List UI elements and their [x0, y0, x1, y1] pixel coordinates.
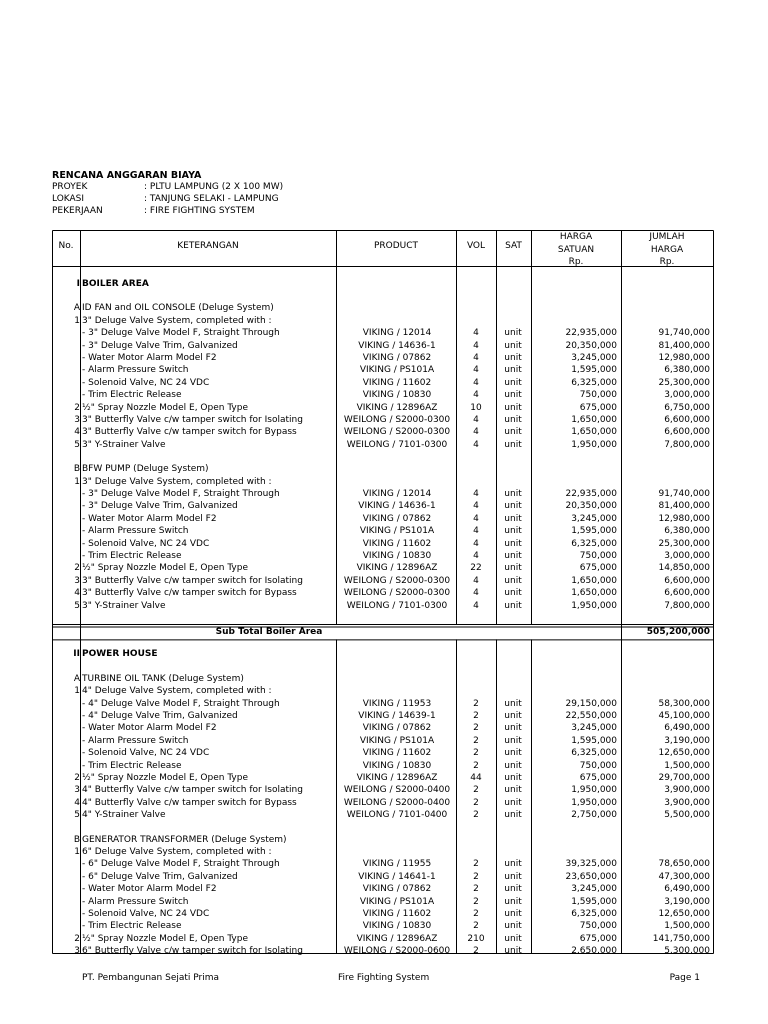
row-unit-price: 20,350,000 — [565, 501, 617, 512]
row-product: VIKING / 11602 — [362, 538, 432, 549]
row-number: 1 — [74, 686, 80, 697]
row-volume: 4 — [473, 600, 479, 611]
row-unit-price: 23,650,000 — [565, 871, 617, 882]
row-total-price: 25,300,000 — [658, 377, 710, 388]
row-unit-price: 1,650,000 — [571, 575, 617, 586]
row-total-price: 12,980,000 — [658, 513, 710, 524]
row-number: 3 — [74, 785, 80, 796]
row-unit-price: 675,000 — [579, 773, 617, 783]
row-number: 4 — [74, 588, 80, 599]
row-total-price: 6,600,000 — [664, 588, 710, 599]
row-total-price: 1,500,000 — [664, 760, 710, 771]
row-description: - Trim Electric Release — [82, 551, 182, 561]
row-unit: unit — [504, 600, 522, 611]
row-unit-price: 1,595,000 — [571, 365, 617, 376]
row-total-price: 91,740,000 — [658, 489, 710, 499]
row-unit-price: 20,350,000 — [565, 340, 617, 351]
row-product: WEILONG / S2000-0400 — [343, 785, 451, 796]
row-description: - Solenoid Valve, NC 24 VDC — [82, 909, 210, 919]
row-description: - Alarm Pressure Switch — [82, 526, 189, 537]
row-product: VIKING / 11602 — [362, 377, 432, 388]
row-description: 4" Y-Strainer Valve — [82, 810, 166, 821]
row-volume: 4 — [473, 365, 479, 376]
row-description: ID FAN and OIL CONSOLE (Deluge System) — [82, 303, 274, 314]
row-description: - Solenoid Valve, NC 24 VDC — [82, 748, 210, 759]
row-total-price: 45,100,000 — [658, 711, 710, 721]
row-unit: unit — [504, 501, 522, 512]
row-unit-price: 29,150,000 — [565, 698, 617, 709]
row-number: 1 — [74, 847, 80, 857]
row-unit: unit — [504, 859, 522, 870]
row-total-price: 6,600,000 — [664, 427, 710, 438]
subtotal-label: Sub Total Boiler Area — [215, 627, 323, 637]
header-line: HARGA — [650, 244, 684, 255]
row-unit: unit — [504, 933, 522, 944]
row-description: - Water Motor Alarm Model F2 — [82, 723, 217, 734]
meta-label: LOKASI — [52, 194, 85, 204]
row-volume: 2 — [473, 909, 479, 919]
row-description: - 4" Deluge Valve Model F, Straight Through — [82, 698, 280, 709]
row-unit: unit — [504, 921, 522, 932]
row-number: II — [73, 649, 80, 660]
row-volume: 4 — [473, 501, 479, 512]
row-number: 5 — [74, 810, 80, 821]
row-total-price: 81,400,000 — [658, 340, 710, 351]
row-product: VIKING / PS101A — [359, 735, 435, 746]
row-description: - 6" Deluge Valve Model F, Straight Through — [82, 859, 280, 870]
row-number: A — [73, 303, 80, 314]
row-volume: 2 — [473, 810, 479, 821]
row-description: - Solenoid Valve, NC 24 VDC — [82, 538, 210, 549]
row-total-price: 78,650,000 — [658, 859, 710, 870]
header-line: Rp. — [659, 257, 675, 267]
row-volume: 2 — [473, 871, 479, 882]
header-no: No. — [58, 241, 74, 251]
row-description: POWER HOUSE — [82, 649, 158, 660]
row-unit: unit — [504, 415, 522, 425]
row-unit: unit — [504, 946, 522, 957]
row-unit-price: 750,000 — [579, 921, 617, 932]
row-total-price: 3,190,000 — [664, 896, 710, 907]
row-product: VIKING / 10830 — [362, 760, 432, 771]
meta-value: : FIRE FIGHTING SYSTEM — [144, 206, 255, 216]
row-unit: unit — [504, 711, 522, 721]
row-unit-price: 6,325,000 — [571, 377, 617, 388]
row-unit: unit — [504, 551, 522, 561]
row-description: - Trim Electric Release — [82, 921, 182, 932]
row-number: 2 — [74, 933, 80, 944]
row-product: VIKING / 12896AZ — [356, 563, 438, 574]
row-unit: unit — [504, 884, 522, 895]
header-product: PRODUCT — [373, 241, 419, 251]
row-volume: 4 — [473, 588, 479, 599]
row-product: VIKING / 14639-1 — [358, 711, 436, 721]
row-unit: unit — [504, 353, 522, 363]
row-unit-price: 1,950,000 — [571, 797, 617, 808]
row-product: VIKING / 14636-1 — [358, 501, 436, 512]
row-unit-price: 1,650,000 — [571, 427, 617, 438]
row-unit-price: 3,245,000 — [571, 723, 617, 734]
row-description: 3" Butterfly Valve c/w tamper switch for Isolating — [82, 415, 303, 425]
row-total-price: 3,900,000 — [664, 785, 710, 796]
row-description: BOILER AREA — [82, 279, 149, 289]
row-unit-price: 2,650,000 — [571, 946, 617, 957]
row-product: WEILONG / S2000-0400 — [343, 797, 451, 808]
row-product: VIKING / 12014 — [362, 489, 432, 499]
row-product: WEILONG / S2000-0300 — [343, 588, 451, 599]
row-unit: unit — [504, 489, 522, 499]
row-description: 3" Butterfly Valve c/w tamper switch for Bypass — [82, 588, 297, 599]
row-total-price: 3,000,000 — [664, 551, 710, 561]
header-line: SATUAN — [557, 244, 595, 255]
row-unit: unit — [504, 340, 522, 351]
row-unit-price: 1,595,000 — [571, 526, 617, 537]
row-volume: 4 — [473, 353, 479, 363]
row-volume: 10 — [470, 402, 482, 413]
row-description: - Alarm Pressure Switch — [82, 365, 189, 376]
row-product: VIKING / 11955 — [362, 859, 432, 870]
row-unit: unit — [504, 748, 522, 759]
row-unit: unit — [504, 896, 522, 907]
row-volume: 4 — [473, 427, 479, 438]
row-number: 1 — [74, 315, 80, 326]
row-description: ½" Spray Nozzle Model E, Open Type — [82, 773, 248, 783]
row-description: 3" Butterfly Valve c/w tamper switch for Bypass — [82, 427, 297, 438]
row-total-price: 3,000,000 — [664, 390, 710, 401]
row-description: 6" Deluge Valve System, completed with : — [82, 847, 272, 857]
row-unit-price: 3,245,000 — [571, 513, 617, 524]
row-volume: 22 — [470, 563, 482, 574]
row-unit-price: 1,950,000 — [571, 439, 617, 450]
row-total-price: 6,750,000 — [664, 402, 710, 413]
row-unit: unit — [504, 563, 522, 574]
row-unit: unit — [504, 773, 522, 783]
row-number: B — [73, 464, 80, 475]
header-harga-satuan — [531, 231, 621, 269]
row-total-price: 3,900,000 — [664, 797, 710, 808]
row-total-price: 12,980,000 — [658, 353, 710, 363]
row-unit: unit — [504, 723, 522, 734]
row-product: WEILONG / 7101-0300 — [346, 439, 448, 450]
row-description: - 3" Deluge Valve Trim, Galvanized — [82, 501, 238, 512]
row-product: VIKING / 12896AZ — [356, 402, 438, 413]
row-description: 3" Butterfly Valve c/w tamper switch for Isolating — [82, 575, 303, 586]
header-line: JUMLAH — [649, 232, 685, 242]
row-description: 3" Deluge Valve System, completed with : — [82, 476, 272, 487]
row-number: 3 — [74, 946, 80, 957]
row-unit: unit — [504, 785, 522, 796]
row-volume: 2 — [473, 946, 479, 957]
row-number: I — [76, 279, 80, 289]
row-unit-price: 1,595,000 — [571, 735, 617, 746]
row-unit-price: 6,325,000 — [571, 909, 617, 919]
row-volume: 4 — [473, 513, 479, 524]
row-volume: 2 — [473, 760, 479, 771]
row-description: - 6" Deluge Valve Trim, Galvanized — [82, 871, 238, 882]
row-product: WEILONG / 7101-0400 — [346, 810, 448, 821]
row-unit-price: 6,325,000 — [571, 538, 617, 549]
row-unit: unit — [504, 698, 522, 709]
row-product: VIKING / 11953 — [362, 698, 432, 709]
row-description: 3" Y-Strainer Valve — [82, 439, 166, 450]
row-product: VIKING / PS101A — [359, 526, 435, 537]
row-volume: 2 — [473, 797, 479, 808]
row-unit: unit — [504, 760, 522, 771]
footer-page: Page 1 — [669, 973, 700, 983]
row-volume: 4 — [473, 439, 479, 450]
row-total-price: 141,750,000 — [652, 933, 710, 944]
header-jumlah-harga — [621, 231, 713, 269]
row-unit: unit — [504, 402, 522, 413]
row-total-price: 14,850,000 — [658, 563, 710, 574]
row-volume: 4 — [473, 377, 479, 388]
header-vol: VOL — [466, 241, 486, 251]
row-description: - 3" Deluge Valve Trim, Galvanized — [82, 340, 238, 351]
row-total-price: 6,490,000 — [664, 884, 710, 895]
row-number: 3 — [74, 415, 80, 425]
row-description: - 3" Deluge Valve Model F, Straight Through — [82, 489, 280, 499]
row-product: VIKING / 10830 — [362, 390, 432, 401]
row-unit: unit — [504, 810, 522, 821]
row-total-price: 91,740,000 — [658, 328, 710, 339]
row-volume: 2 — [473, 896, 479, 907]
row-product: VIKING / PS101A — [359, 896, 435, 907]
row-description: 6" Butterfly Valve c/w tamper switch for Isolating — [82, 946, 303, 957]
row-number: A — [73, 673, 80, 684]
row-volume: 2 — [473, 698, 479, 709]
header-line: Rp. — [568, 257, 584, 267]
row-volume: 2 — [473, 748, 479, 759]
row-unit-price: 22,935,000 — [565, 489, 617, 499]
row-product: WEILONG / 7101-0300 — [346, 600, 448, 611]
row-description: - Water Motor Alarm Model F2 — [82, 513, 217, 524]
row-number: 4 — [74, 427, 80, 438]
footer-system: Fire Fighting System — [338, 973, 430, 983]
row-volume: 2 — [473, 723, 479, 734]
header-sat: SAT — [505, 241, 522, 251]
row-number: 2 — [74, 563, 80, 574]
row-product: VIKING / 10830 — [362, 921, 432, 932]
row-total-price: 3,190,000 — [664, 735, 710, 746]
row-description: - Water Motor Alarm Model F2 — [82, 353, 217, 363]
row-product: VIKING / 14641-1 — [358, 871, 436, 882]
row-description: - 4" Deluge Valve Trim, Galvanized — [82, 711, 238, 721]
row-total-price: 47,300,000 — [658, 871, 710, 882]
row-product: VIKING / 11602 — [362, 748, 432, 759]
row-product: VIKING / 07862 — [362, 513, 432, 524]
row-product: WEILONG / S2000-0300 — [343, 415, 451, 425]
row-product: VIKING / 12896AZ — [356, 933, 438, 944]
row-description: ½" Spray Nozzle Model E, Open Type — [82, 933, 248, 944]
row-unit-price: 3,245,000 — [571, 884, 617, 895]
row-description: 4" Butterfly Valve c/w tamper switch for Bypass — [82, 797, 297, 808]
row-unit-price: 750,000 — [579, 390, 617, 401]
row-description: - 3" Deluge Valve Model F, Straight Through — [82, 328, 280, 339]
row-unit-price: 1,650,000 — [571, 415, 617, 425]
row-unit: unit — [504, 526, 522, 537]
row-unit: unit — [504, 575, 522, 586]
row-unit: unit — [504, 513, 522, 524]
row-unit: unit — [504, 390, 522, 401]
meta-value: : TANJUNG SELAKI - LAMPUNG — [144, 194, 279, 204]
row-volume: 4 — [473, 575, 479, 586]
row-total-price: 25,300,000 — [658, 538, 710, 549]
row-unit-price: 750,000 — [579, 551, 617, 561]
row-description: - Trim Electric Release — [82, 390, 182, 401]
row-product: WEILONG / S2000-0300 — [343, 575, 451, 586]
row-product: VIKING / 12014 — [362, 328, 432, 339]
row-unit-price: 675,000 — [579, 933, 617, 944]
row-number: 5 — [74, 439, 80, 450]
row-volume: 4 — [473, 390, 479, 401]
row-unit-price: 6,325,000 — [571, 748, 617, 759]
row-volume: 4 — [473, 489, 479, 499]
row-description: - Alarm Pressure Switch — [82, 896, 189, 907]
row-volume: 4 — [473, 340, 479, 351]
row-product: WEILONG / S2000-0600 — [343, 946, 451, 957]
row-volume: 2 — [473, 735, 479, 746]
row-unit-price: 1,950,000 — [571, 785, 617, 796]
row-unit-price: 750,000 — [579, 760, 617, 771]
row-description: - Trim Electric Release — [82, 760, 182, 771]
footer-company: PT. Pembangunan Sejati Prima — [82, 973, 220, 983]
header-keterangan: KETERANGAN — [177, 241, 239, 251]
row-unit: unit — [504, 588, 522, 599]
row-unit-price: 1,950,000 — [571, 600, 617, 611]
row-description: ½" Spray Nozzle Model E, Open Type — [82, 402, 248, 413]
row-description: ½" Spray Nozzle Model E, Open Type — [82, 563, 248, 574]
row-unit-price: 1,595,000 — [571, 896, 617, 907]
row-number: 5 — [74, 600, 80, 611]
row-unit: unit — [504, 377, 522, 388]
row-number: 2 — [74, 402, 80, 413]
row-product: VIKING / 07862 — [362, 353, 432, 363]
row-description: 3" Y-Strainer Valve — [82, 600, 166, 611]
meta-label: PROYEK — [52, 182, 88, 192]
row-unit-price: 39,325,000 — [565, 859, 617, 870]
row-volume: 2 — [473, 884, 479, 895]
row-number: 4 — [74, 797, 80, 808]
row-description: TURBINE OIL TANK (Deluge System) — [82, 673, 244, 684]
row-total-price: 81,400,000 — [658, 501, 710, 512]
row-volume: 4 — [473, 328, 479, 339]
row-number: 2 — [74, 773, 80, 783]
row-number: B — [73, 834, 80, 845]
row-volume: 2 — [473, 921, 479, 932]
row-product: VIKING / 12896AZ — [356, 773, 438, 783]
row-volume: 2 — [473, 711, 479, 721]
row-number: 1 — [74, 476, 80, 487]
row-unit: unit — [504, 538, 522, 549]
row-total-price: 29,700,000 — [658, 773, 710, 783]
row-unit: unit — [504, 797, 522, 808]
row-product: VIKING / PS101A — [359, 365, 435, 376]
row-unit: unit — [504, 909, 522, 919]
row-product: VIKING / 10830 — [362, 551, 432, 561]
meta-value: : PLTU LAMPUNG (2 X 100 MW) — [144, 182, 284, 192]
row-volume: 4 — [473, 551, 479, 561]
row-description: BFW PUMP (Deluge System) — [82, 464, 209, 475]
row-total-price: 6,600,000 — [664, 415, 710, 425]
row-total-price: 58,300,000 — [658, 698, 710, 709]
row-volume: 2 — [473, 859, 479, 870]
row-unit-price: 3,245,000 — [571, 353, 617, 363]
row-unit: unit — [504, 871, 522, 882]
row-description: - Solenoid Valve, NC 24 VDC — [82, 377, 210, 388]
row-unit-price: 1,650,000 — [571, 588, 617, 599]
header-line: HARGA — [559, 232, 593, 242]
document-title: RENCANA ANGGARAN BIAYA — [52, 170, 202, 181]
row-total-price: 1,500,000 — [664, 921, 710, 932]
row-unit: unit — [504, 427, 522, 438]
row-number: 3 — [74, 575, 80, 586]
row-unit-price: 2,750,000 — [571, 810, 617, 821]
row-volume: 210 — [467, 933, 485, 944]
row-total-price: 7,800,000 — [664, 439, 710, 450]
row-product: WEILONG / S2000-0300 — [343, 427, 451, 438]
row-volume: 44 — [470, 773, 482, 783]
row-volume: 2 — [473, 785, 479, 796]
row-product: VIKING / 07862 — [362, 884, 432, 895]
row-description: GENERATOR TRANSFORMER (Deluge System) — [82, 834, 287, 845]
row-unit: unit — [504, 328, 522, 339]
row-total-price: 6,380,000 — [664, 365, 710, 376]
row-total-price: 6,490,000 — [664, 723, 710, 734]
row-unit-price: 22,935,000 — [565, 328, 617, 339]
meta-label: PEKERJAAN — [52, 206, 103, 216]
subtotal-value: 505,200,000 — [646, 627, 710, 637]
row-unit: unit — [504, 439, 522, 450]
row-total-price: 6,380,000 — [664, 526, 710, 537]
row-total-price: 5,300,000 — [664, 946, 710, 957]
row-volume: 4 — [473, 415, 479, 425]
row-total-price: 5,500,000 — [664, 810, 710, 821]
row-product: VIKING / 14636-1 — [358, 340, 436, 351]
row-description: 4" Butterfly Valve c/w tamper switch for Isolating — [82, 785, 303, 796]
row-unit-price: 22,550,000 — [565, 711, 617, 721]
row-product: VIKING / 11602 — [362, 909, 432, 919]
row-description: 4" Deluge Valve System, completed with : — [82, 686, 272, 697]
row-description: 3" Deluge Valve System, completed with : — [82, 315, 272, 326]
row-description: - Water Motor Alarm Model F2 — [82, 884, 217, 895]
row-volume: 4 — [473, 538, 479, 549]
row-description: - Alarm Pressure Switch — [82, 735, 189, 746]
row-unit: unit — [504, 735, 522, 746]
row-total-price: 7,800,000 — [664, 600, 710, 611]
row-unit-price: 675,000 — [579, 563, 617, 574]
row-product: VIKING / 07862 — [362, 723, 432, 734]
row-total-price: 12,650,000 — [658, 909, 710, 919]
row-unit: unit — [504, 365, 522, 376]
row-unit-price: 675,000 — [579, 402, 617, 413]
row-total-price: 12,650,000 — [658, 748, 710, 759]
row-total-price: 6,600,000 — [664, 575, 710, 586]
row-volume: 4 — [473, 526, 479, 537]
